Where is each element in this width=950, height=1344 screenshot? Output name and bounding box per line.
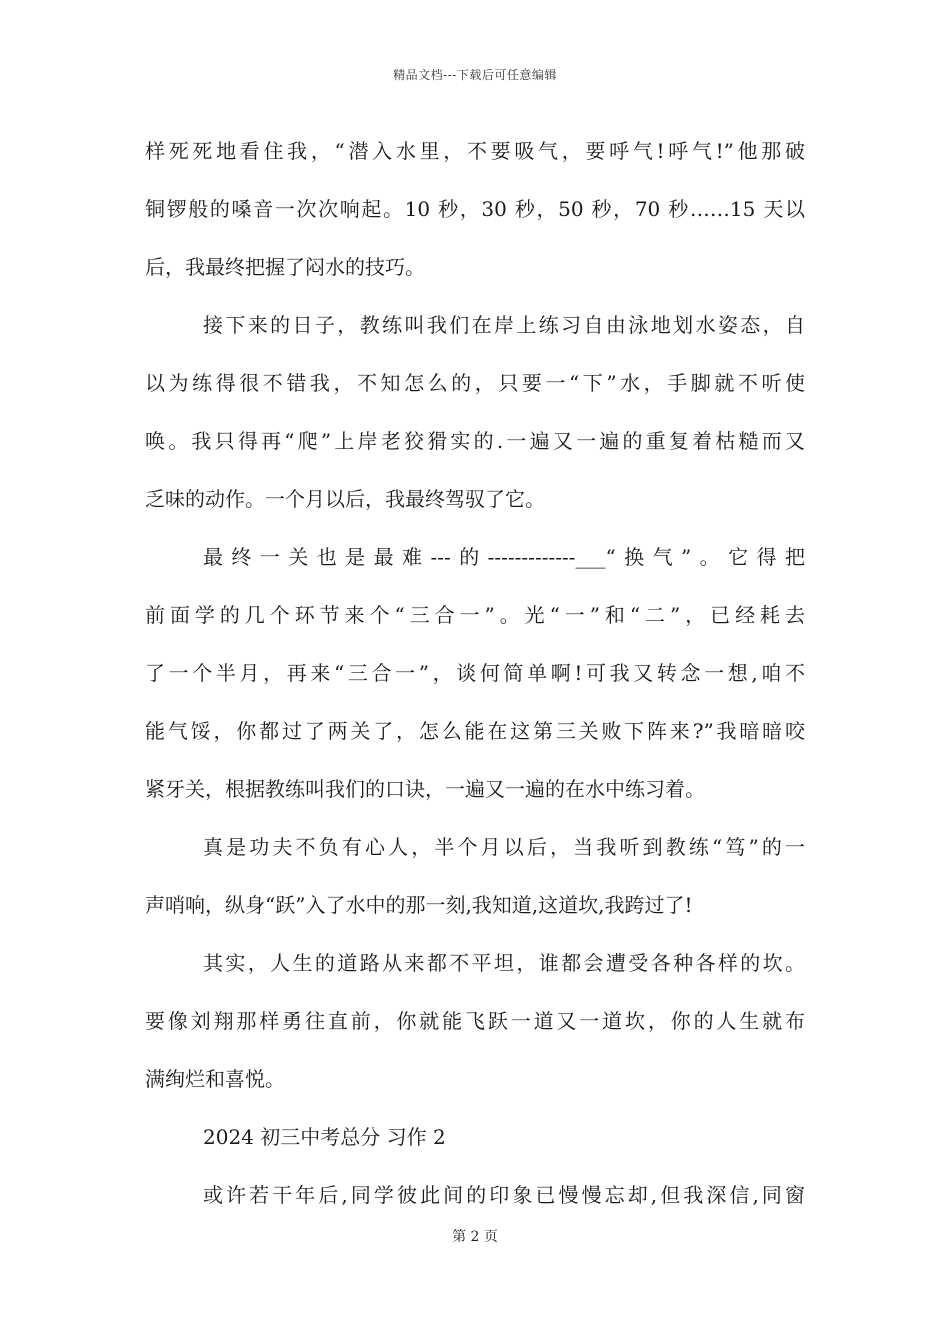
document-body	[145, 130, 805, 1232]
text-line: 前面学的几个环节来个“三合一”。光“一”和“二”，已经耗去	[145, 603, 805, 627]
text-line: 要像刘翔那样勇往直前，你就能飞跃一道又一道坎，你的人生就布	[145, 1009, 805, 1033]
text-line: 声哨响，纵身“跃”入了水中的那一刻,我知道,这道坎,我跨过了!	[145, 893, 693, 917]
page-header: 精品文档---下载后可任意编辑	[393, 68, 557, 82]
text-line: 唤。我只得再“爬”上岸老狡猾实的.一遍又一遍的重复着枯糙而又	[145, 429, 805, 453]
text-line: 真是功夫不负有心人，半个月以后，当我听到教练“笃”的一	[203, 835, 805, 859]
text-line: 铜锣般的嗓音一次次响起。10 秒，30 秒，50 秒，70 秒……15 天以	[145, 197, 805, 221]
text-line: 最终一关也是最难---的-------------___“换气”。它得把	[203, 545, 805, 569]
text-line: 紧牙关，根据教练叫我们的口诀，一遍又一遍的在水中练习着。	[145, 777, 705, 801]
page-number: 第 2 页	[452, 1229, 498, 1245]
text-line: 以为练得很不错我，不知怎么的，只要一“下”水，手脚就不听使	[145, 371, 805, 395]
text-line: 样死死地看住我，“潜入水里，不要吸气，要呼气!呼气!”他那破	[145, 139, 805, 163]
text-line: 能气馁，你都过了两关了，怎么能在这第三关败下阵来?”我暗暗咬	[145, 719, 805, 743]
text-line: 接下来的日子，教练叫我们在岸上练习自由泳地划水姿态，自	[203, 313, 805, 337]
text-line: 其实，人生的道路从来都不平坦，谁都会遭受各种各样的坎。	[203, 951, 805, 975]
text-line: 2024 初三中考总分 习作 2	[203, 1125, 446, 1149]
text-line: 乏味的动作。一个月以后，我最终驾驭了它。	[145, 487, 545, 511]
text-line: 或许若干年后,同学彼此间的印象已慢慢忘却,但我深信,同窗	[203, 1183, 805, 1207]
text-line: 了一个半月，再来“三合一”，谈何简单啊!可我又转念一想,咱不	[145, 661, 805, 685]
text-line: 满绚烂和喜悦。	[145, 1067, 285, 1091]
text-line: 后，我最终把握了闷水的技巧。	[145, 255, 425, 279]
